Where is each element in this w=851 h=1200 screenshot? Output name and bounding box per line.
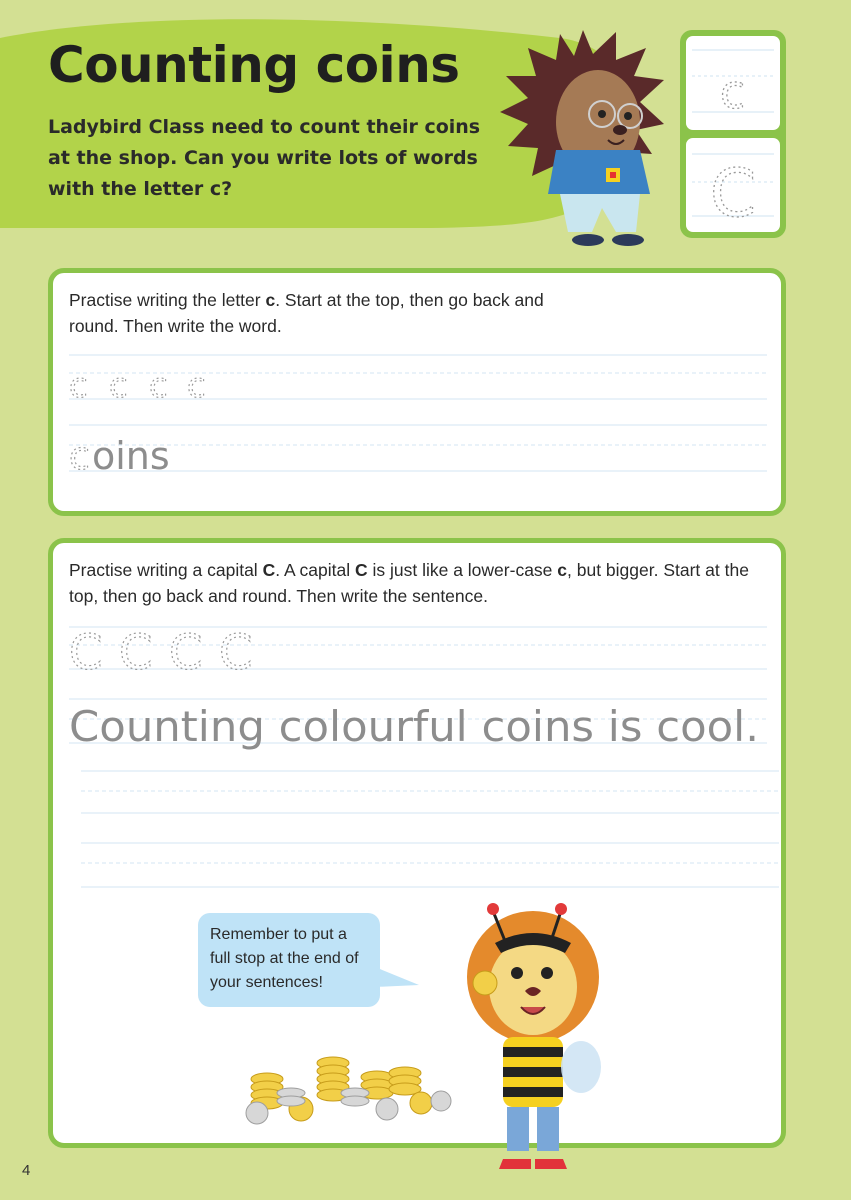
card-lines-upper (686, 138, 780, 232)
trace-capital: C (219, 625, 253, 681)
lowercase-practice-panel (48, 268, 786, 516)
card-lower-letter: c (720, 65, 746, 119)
letter-card-lower (686, 36, 780, 130)
capital-practice-panel (48, 538, 786, 1148)
instruction-part: , but bigger. Start at the top, then go back and round. Then write the sentence. (69, 560, 749, 606)
instruction-part: Practise writing a capital (69, 560, 263, 580)
page-number: 4 (22, 1162, 31, 1179)
lion-illustration (433, 897, 633, 1177)
page-title: Counting coins (48, 36, 460, 94)
trace-word-start: c (69, 434, 90, 478)
instruction-letter: c (265, 290, 276, 310)
instruction-letter: C (354, 560, 368, 580)
hedgehog-illustration (498, 26, 668, 252)
trace-capital: C (119, 625, 153, 681)
speech-bubble-tail (375, 963, 421, 993)
card-upper-letter: C (710, 155, 757, 232)
letter-card-upper (686, 138, 780, 232)
letter-card (680, 30, 786, 238)
instruction-part: . A capital (275, 560, 355, 580)
instruction-letter: c (557, 560, 568, 580)
instruction-part: is just like a lower-case (367, 560, 558, 580)
trace-word-rest: oins (92, 434, 170, 478)
trace-letter: c (109, 366, 128, 406)
instruction-part: Practise writing the letter (69, 290, 266, 310)
instruction-letter: C (262, 560, 276, 580)
trace-letter: c (69, 366, 88, 406)
trace-capital: C (69, 625, 103, 681)
speech-bubble: Remember to put a full stop at the end of your sentences! (198, 913, 380, 1007)
instruction-part: . Start at the top, then go back and round. Then write the word. (69, 290, 544, 336)
trace-letter: c (149, 366, 168, 406)
intro-text: Ladybird Class need to count their coins at the shop. Can you write lots of words with the letter c? (48, 116, 481, 200)
card-lines (686, 36, 780, 130)
handwriting-lines (53, 273, 781, 511)
trace-sentence: Counting colourful coins is cool. (69, 702, 759, 751)
trace-letter: c (187, 366, 206, 406)
trace-capital: C (169, 625, 203, 681)
